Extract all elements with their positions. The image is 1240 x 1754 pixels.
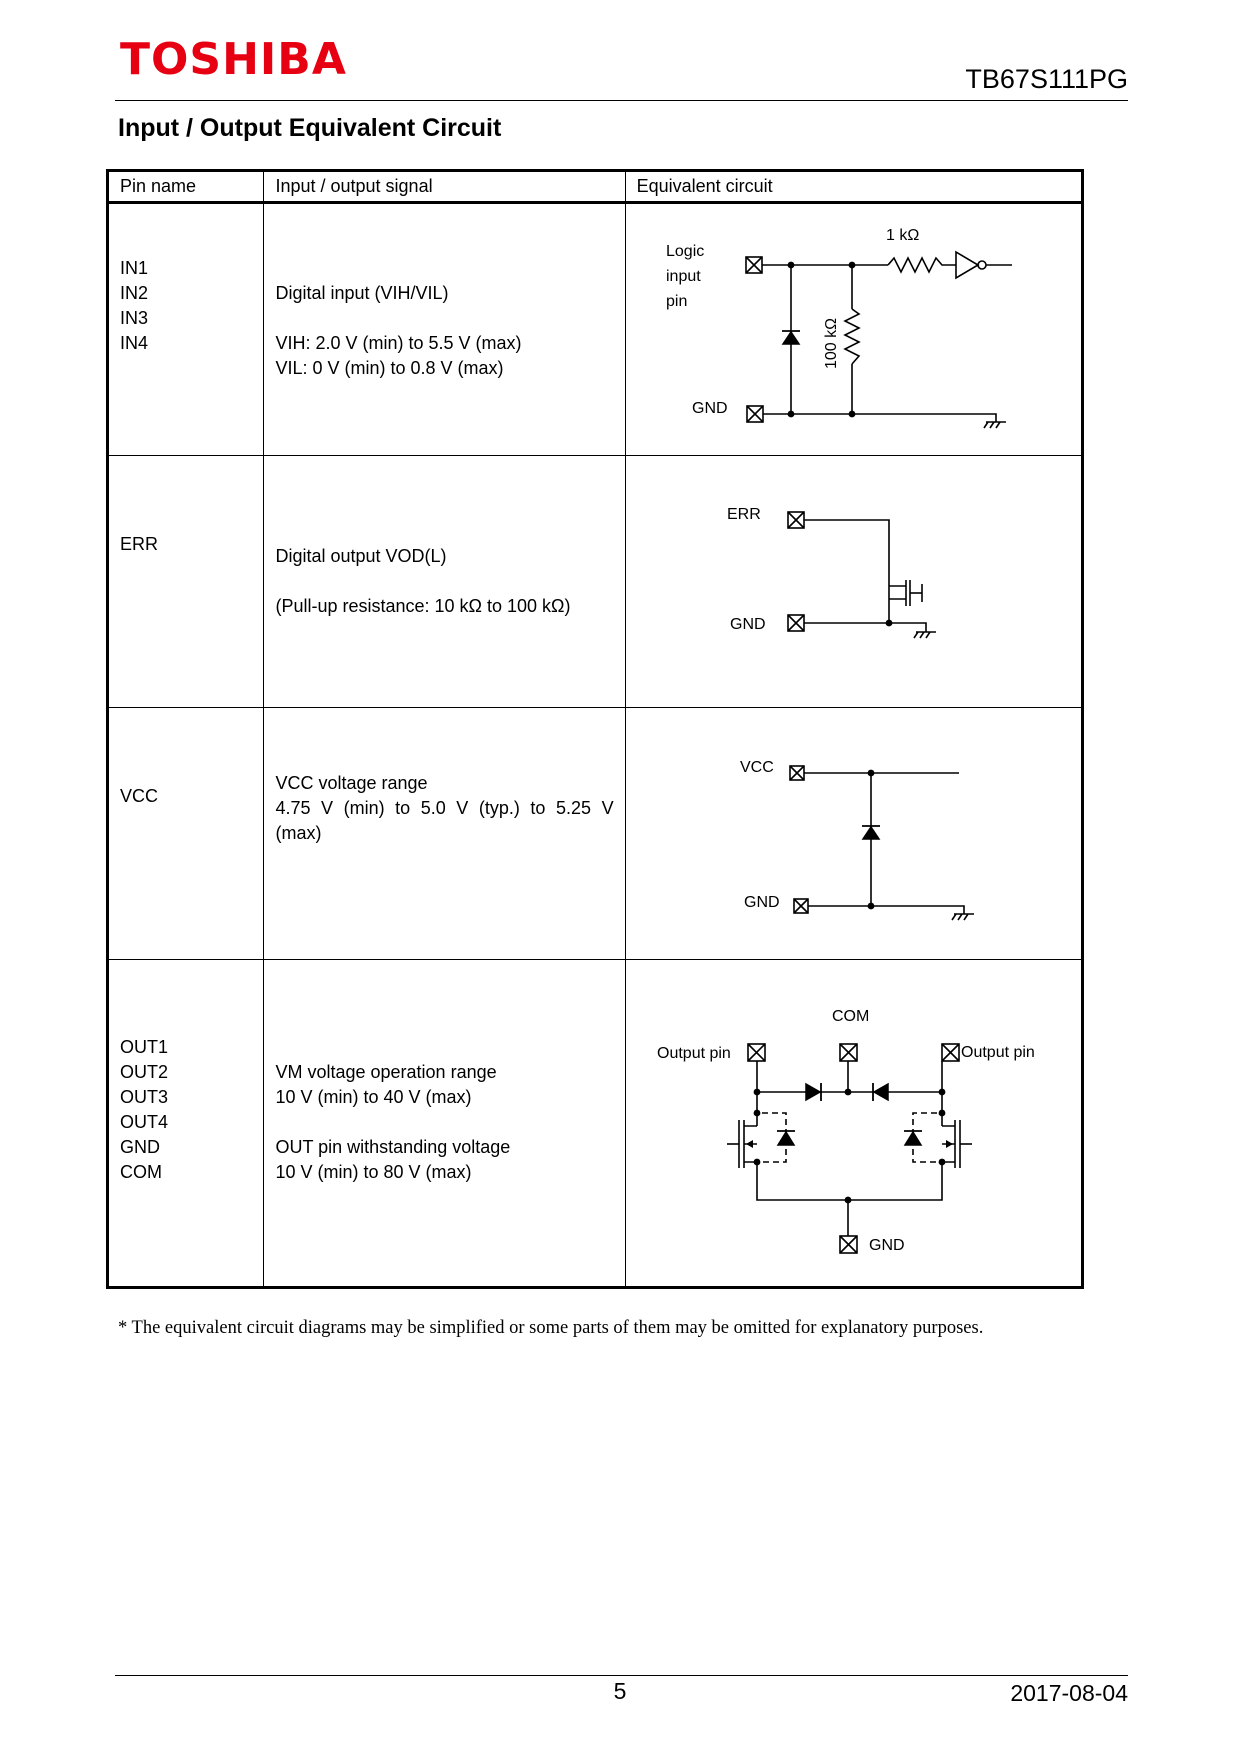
section-title: Input / Output Equivalent Circuit (118, 114, 502, 142)
pin-pad-icon (840, 1236, 857, 1253)
table-row (108, 960, 1083, 1288)
table-row (108, 456, 1083, 708)
signal-line: 10 V (min) to 40 V (max) (275, 1087, 472, 1107)
table-row (108, 203, 1083, 456)
junction-dot (885, 620, 892, 627)
err-output-circuit-diagram (626, 456, 1082, 707)
wire (808, 906, 964, 914)
signal-line: OUT pin withstanding voltage (275, 1137, 511, 1157)
document-date: 2017-08-04 (1010, 1680, 1128, 1706)
circuit-label: Output pin (656, 1045, 731, 1062)
signal-line: VIH: 2.0 V (min) to 5.5 V (max) (275, 333, 522, 353)
wire (763, 414, 996, 422)
circuit-label: Output pin (960, 1044, 1035, 1061)
pin-pad-icon (942, 1044, 959, 1061)
table-header-row (108, 171, 1083, 203)
pin-pad-icon (788, 512, 804, 528)
signal-line: 4.75 V (min) to 5.0 V (typ.) to 5.25 V (max) (275, 798, 614, 843)
pin-label: OUT3 (120, 1087, 169, 1107)
signal-line: Digital output VOD(L) (275, 546, 447, 566)
pin-pad-icon (747, 406, 763, 422)
circuit-label: GND (691, 400, 728, 417)
pin-pad-icon (746, 257, 762, 273)
pin-label: IN1 (120, 258, 149, 278)
wire (804, 520, 889, 586)
diode-icon (904, 1131, 922, 1145)
pin-pad-icon (788, 615, 804, 631)
page-number: 5 (613, 1678, 627, 1704)
pin-name-cell (108, 203, 264, 456)
io-equivalent-table (106, 169, 1084, 1289)
pin-pad-icon (790, 766, 804, 780)
circuit-label: pin (665, 293, 687, 310)
junction-dots (787, 262, 855, 418)
pin-label: OUT1 (120, 1037, 169, 1057)
resistor-icon (888, 258, 956, 272)
col-pin-name: Pin name (108, 171, 264, 203)
circuit-label: VCC (739, 759, 774, 776)
ground-icon (952, 914, 974, 920)
pin-label: IN3 (120, 308, 149, 328)
circuit-cell (625, 456, 1082, 708)
part-number: TB67S111PG (965, 64, 1128, 94)
circuit-label: GND (729, 616, 766, 633)
pin-label: OUT4 (120, 1112, 169, 1132)
circuit-label: COM (831, 1008, 869, 1025)
circuit-label: GND (743, 894, 780, 911)
arrow-icon (746, 1140, 753, 1148)
diode-icon (873, 1083, 888, 1101)
pin-label: ERR (120, 534, 159, 554)
diode-icon (777, 1131, 795, 1145)
signal-line: Digital input (VIH/VIL) (275, 283, 449, 303)
circuit-label: input (665, 268, 701, 285)
footer-rule (115, 1675, 1128, 1676)
nmos-transistor-icon (889, 580, 922, 623)
pin-label: IN4 (120, 333, 149, 353)
table-row (108, 708, 1083, 960)
pin-name-cell (108, 960, 264, 1288)
pin-name-cell (108, 708, 264, 960)
signal-line: (Pull-up resistance: 10 kΩ to 100 kΩ) (275, 596, 571, 616)
circuit-cell (625, 708, 1082, 960)
pin-label: IN2 (120, 283, 149, 303)
pin-label: OUT2 (120, 1062, 169, 1082)
signal-cell (264, 203, 625, 456)
signal-line (275, 1110, 613, 1135)
resistor-icon (845, 309, 859, 364)
circuit-label: GND (868, 1237, 905, 1254)
circuit-label: 100 kΩ (822, 317, 840, 369)
wire (757, 1061, 942, 1092)
pin-name-cell (108, 456, 264, 708)
diode-icon (806, 1083, 821, 1101)
diode-icon (782, 331, 800, 344)
signal-line: VIL: 0 V (min) to 0.8 V (max) (275, 358, 504, 378)
circuit-label: ERR (726, 506, 761, 523)
circuit-label: 1 kΩ (885, 227, 919, 244)
vcc-circuit-diagram (626, 708, 1082, 959)
pin-pad-icon (794, 899, 808, 913)
ground-icon (984, 422, 1006, 428)
col-io-signal: Input / output signal (264, 171, 625, 203)
circuit-cell (625, 203, 1082, 456)
signal-line (275, 569, 613, 594)
signal-line: VCC voltage range (275, 773, 428, 793)
diode-icon (862, 826, 880, 839)
logic-input-circuit-diagram (626, 204, 1082, 455)
inverter-icon (956, 252, 978, 278)
toshiba-logo: TOSHIBA (120, 34, 347, 85)
signal-cell (264, 960, 625, 1288)
ground-icon (914, 632, 936, 638)
arrow-icon (946, 1140, 953, 1148)
signal-line: 10 V (min) to 80 V (max) (275, 1162, 472, 1182)
circuit-cell (625, 960, 1082, 1288)
signal-line (275, 306, 613, 331)
signal-line: VM voltage operation range (275, 1062, 497, 1082)
pin-label: COM (120, 1162, 162, 1182)
signal-cell (264, 708, 625, 960)
wire (757, 1092, 942, 1200)
header-rule (115, 100, 1128, 101)
output-circuit-diagram (626, 960, 1082, 1286)
signal-cell (264, 456, 625, 708)
pin-label: VCC (120, 786, 159, 806)
footnote: * The equivalent circuit diagrams may be simplified or some parts of them may be omitted for explanatory purposes. (118, 1318, 984, 1338)
junction-dots (753, 1089, 945, 1204)
circuit-label: Logic (665, 243, 704, 260)
pin-pad-icon (840, 1044, 857, 1061)
pin-label: GND (120, 1137, 160, 1157)
pin-pad-icon (748, 1044, 765, 1061)
col-equivalent-circuit: Equivalent circuit (625, 171, 1082, 203)
wire (804, 623, 926, 632)
